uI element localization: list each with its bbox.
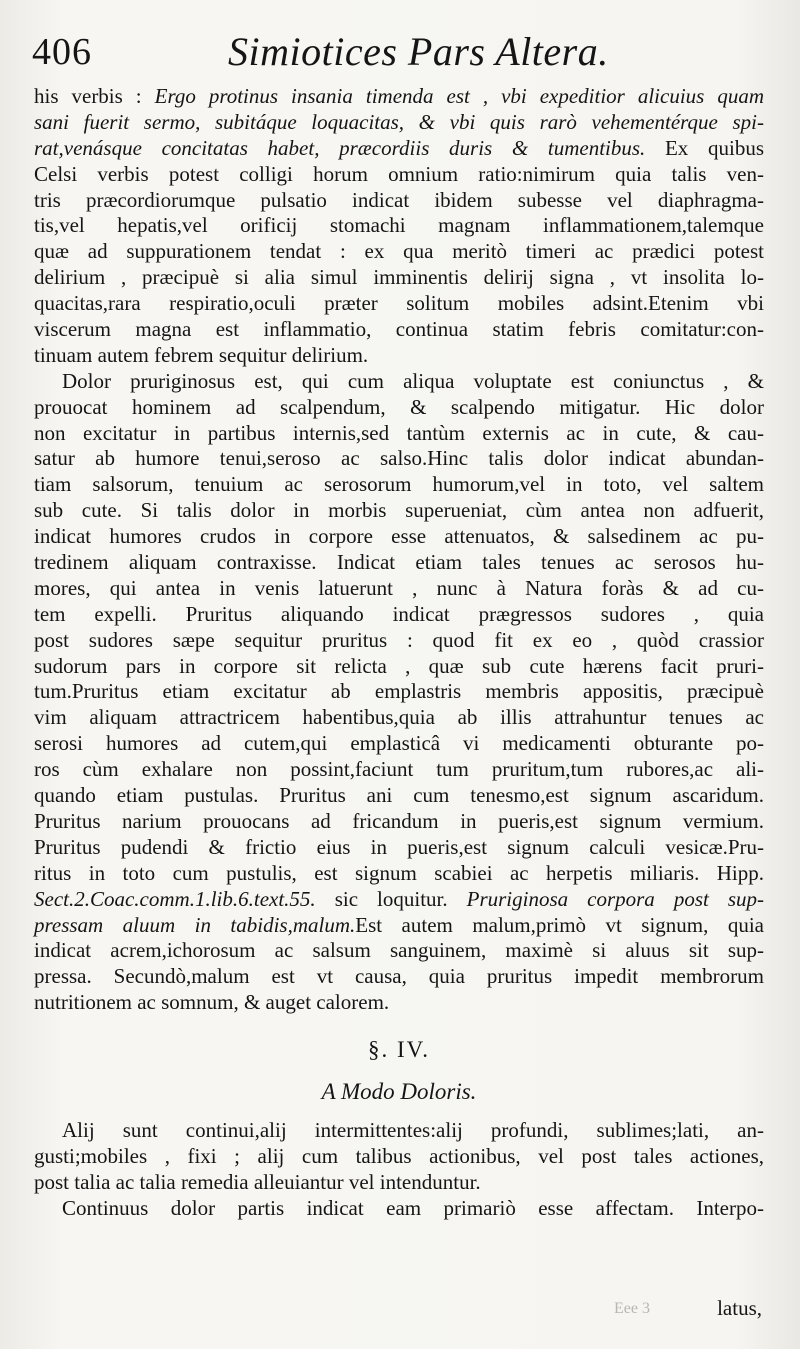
text-line xyxy=(34,343,764,369)
text-line xyxy=(34,602,764,628)
text-line xyxy=(34,421,764,447)
catchword: latus, xyxy=(717,1296,762,1320)
italic-run: Pruriginosa corpora post sup- xyxy=(466,886,764,911)
text-line xyxy=(34,472,764,498)
text-run: prouocat hominem ad scalpendum, & scalpendo mitigatur. Hic dolor xyxy=(34,394,764,419)
text-line xyxy=(34,576,764,602)
paragraph-pruritus xyxy=(34,369,764,1016)
text-run: non excitatur in partibus internis,sed tantùm externis ac in cute, & cau- xyxy=(34,420,764,445)
text-line xyxy=(34,887,764,913)
text-run: ritus in toto cum pustulis, est signum scabiei ac herpetis miliaris. Hipp. xyxy=(34,860,764,885)
text-run: vim aliquam attractricem habentibus,quia ab illis attrahuntur tenues ac xyxy=(34,705,764,730)
text-line xyxy=(34,188,764,214)
text-line xyxy=(34,938,764,964)
text-line xyxy=(34,1144,764,1170)
text-run: Pruritus pudendi & frictio eius in pueris,est signum calculi vesicæ.Pru- xyxy=(34,834,764,859)
text-run: quæ ad suppurationem tendat : ex qua meritò timeri ac prædici potest xyxy=(34,239,764,264)
text-line xyxy=(34,239,764,265)
text-run: sudorum pars in corpore sit relicta , quæ sub cute hærens facit pruri- xyxy=(34,653,764,678)
text-run: indicat humores crudos in corpore esse attenuatos, & salsedinem ac pu- xyxy=(34,524,764,549)
text-run: tredinem aliquam contraxisse. Indicat etiam tales tenues ac serosos hu- xyxy=(34,550,764,575)
text-line xyxy=(34,835,764,861)
text-line xyxy=(34,913,764,939)
italic-run: Sect.2.Coac.comm.1.lib.6.text.55. xyxy=(34,886,316,911)
text-run: post sudores sæpe sequitur pruritus : quod fit ex eo , quòd crassior xyxy=(34,627,764,652)
italic-run: rat,venásque concitatas habet, præcordiis duris & tumentibus. xyxy=(34,135,646,160)
italic-run: sani fuerit sermo, subitáque loquacitas, & vbi quis rarò vehementérque spi- xyxy=(34,109,764,134)
text-run: Pruritus narium prouocans ad fricandum in pueris,est signum vermium. xyxy=(34,808,764,833)
text-run: tris præcordiorumque pulsatio indicat ibidem subesse vel diaphragma- xyxy=(34,187,764,212)
page-number: 406 xyxy=(32,31,92,73)
text-line xyxy=(34,84,764,110)
text-run: mores, qui antea in venis latuerunt , nunc à Natura foràs & ad cu- xyxy=(34,575,764,600)
text-line xyxy=(34,757,764,783)
text-run: delirium , præcipuè si alia simul imminentis delirij signa , vt insolita lo- xyxy=(34,265,764,290)
section-number: §. IV. xyxy=(367,1037,431,1063)
text-line xyxy=(34,731,764,757)
section-heading: A Modo Doloris. xyxy=(321,1079,477,1105)
text-run: tiam salsorum, tenuium ac serosorum humorum,vel in toto, vel saltem xyxy=(34,472,764,497)
text-run: Celsi verbis potest colligi horum omnium ratio:nimirum quia talis ven- xyxy=(34,161,764,186)
text-run: Alij sunt continui,alij intermittentes:alij profundi, sublimes;lati, an- xyxy=(62,1118,764,1143)
text-run: ros cùm exhalare non possint,faciunt tum pruritum,tum rubores,ac ali- xyxy=(34,757,764,782)
text-run: quando etiam pustulas. Pruritus ani cum tenesmo,est signum ascaridum. xyxy=(34,783,764,808)
text-line xyxy=(34,809,764,835)
paragraph-continuus xyxy=(34,1196,764,1222)
text-run: Dolor pruriginosus est, qui cum aliqua voluptate est coniunctus , & xyxy=(62,368,764,393)
text-line xyxy=(34,705,764,731)
italic-run: Ergo protinus insania timenda est , vbi expeditior alicuius quam xyxy=(154,84,764,108)
text-run: pressa. Secundò,malum est vt causa, quia pruritus impedit membrorum xyxy=(34,964,764,989)
text-line xyxy=(34,369,764,395)
text-run: Continuus dolor partis indicat eam primariò esse affectam. Interpo- xyxy=(62,1195,764,1220)
text-line xyxy=(34,498,764,524)
text-line xyxy=(34,990,764,1016)
text-line xyxy=(34,1196,764,1222)
text-line xyxy=(34,317,764,343)
text-line xyxy=(34,213,764,239)
paragraph-modes xyxy=(34,1118,764,1196)
text-run: satur ab humore tenui,seroso ac salso.Hinc talis dolor indicat abundan- xyxy=(34,446,764,471)
text-line xyxy=(34,1170,764,1196)
running-title: Simiotices Pars Altera. xyxy=(228,29,609,74)
text-run: gusti;mobiles , fixi ; alij cum talibus actionibus, vel post tales actiones, xyxy=(34,1143,764,1168)
signature-mark: Eee 3 xyxy=(614,1300,650,1317)
text-run: viscerum magna est inflammatio, continua statim febris comitatur:con- xyxy=(34,317,764,342)
text-run: tum.Pruritus etiam excitatur ab emplastris membris appositis, præcipuè xyxy=(34,679,764,704)
text-line xyxy=(34,136,764,162)
text-run: post talia ac talia remedia alleuiantur vel intenduntur. xyxy=(34,1169,481,1194)
text-run: sub cute. Si talis dolor in morbis superueniat, cùm antea non adfuerit, xyxy=(34,498,764,523)
text-line xyxy=(34,964,764,990)
text-line xyxy=(34,654,764,680)
text-run: Est autem malum,primò vt signum, quia xyxy=(355,912,764,937)
text-run: tis,vel hepatis,vel orificij stomachi magnam inflammationem,talemque xyxy=(34,213,764,238)
text-line xyxy=(34,861,764,887)
text-line xyxy=(34,524,764,550)
text-run: tem expelli. Pruritus aliquando indicat prægressos sudores , quia xyxy=(34,601,764,626)
text-run: tinuam autem febrem sequitur delirium. xyxy=(34,342,369,367)
text-run: quacitas,rara respiratio,oculi præter solitum mobiles adsint.Etenim vbi xyxy=(34,291,764,316)
text-line xyxy=(34,291,764,317)
text-line xyxy=(34,162,764,188)
text-run: nutritionem ac somnum, & auget calorem. xyxy=(34,990,390,1015)
text-run: sic loquitur. xyxy=(315,886,467,911)
text-line xyxy=(34,1118,764,1144)
text-run: Ex quibus xyxy=(645,135,764,160)
text-line xyxy=(34,446,764,472)
text-line xyxy=(34,110,764,136)
text-line xyxy=(34,628,764,654)
text-line xyxy=(34,783,764,809)
text-run: indicat acrem,ichorosum ac salsum sanguinem, maximè si aluus sit sup- xyxy=(34,938,764,963)
text-line xyxy=(34,550,764,576)
text-line xyxy=(34,265,764,291)
text-run: his verbis : xyxy=(34,84,155,108)
text-run: serosi humores ad cutem,qui emplasticâ vi medicamenti obturante po- xyxy=(34,731,764,756)
page-header xyxy=(32,22,772,82)
italic-run: pressam aluum in tabidis,malum. xyxy=(34,912,356,937)
text-line xyxy=(34,679,764,705)
text-line xyxy=(34,395,764,421)
paragraph-celsus xyxy=(34,84,764,369)
body-text xyxy=(34,84,764,1222)
